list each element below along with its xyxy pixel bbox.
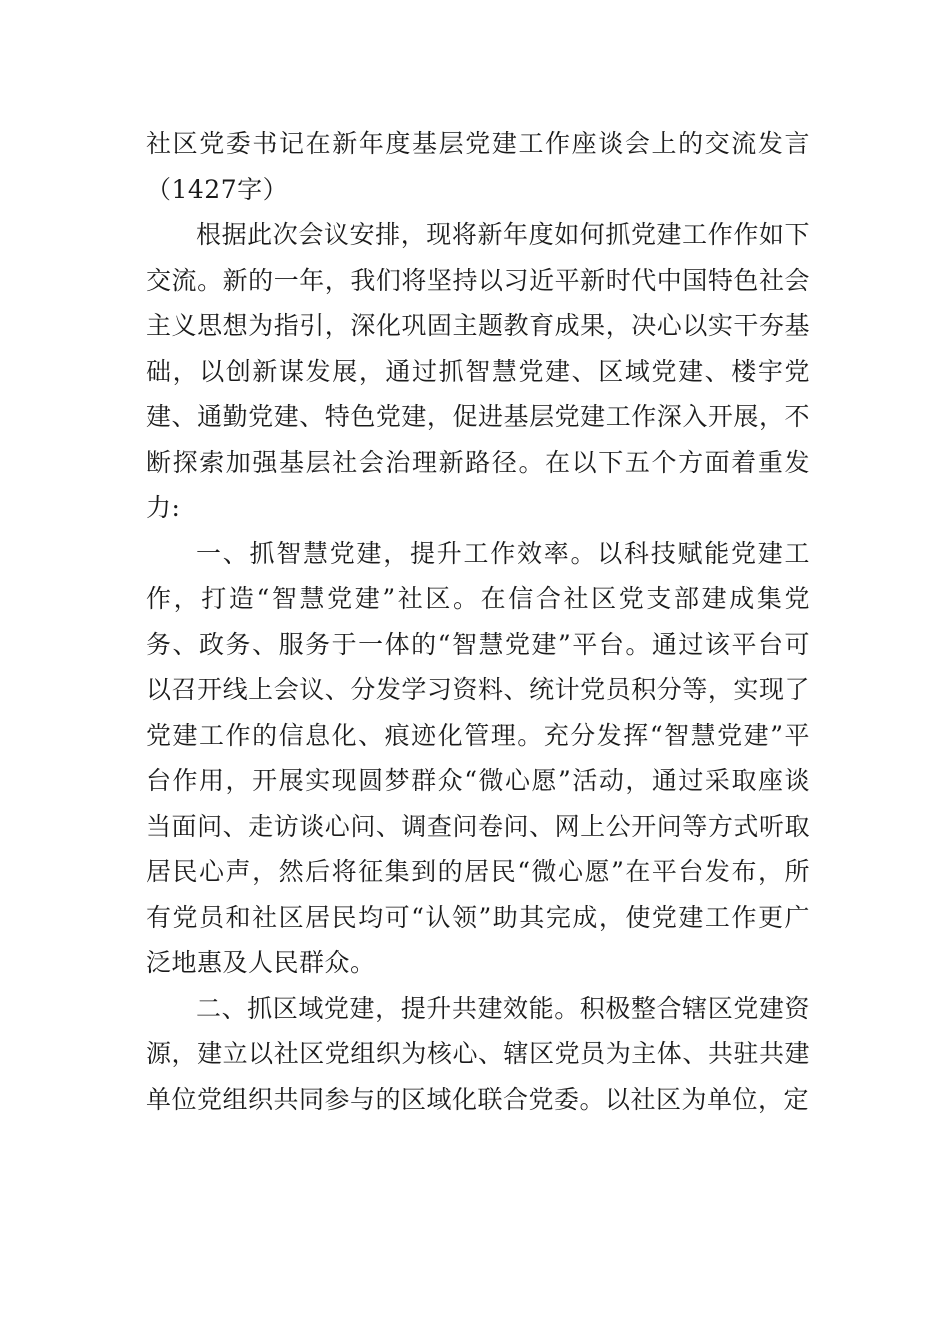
document-body xyxy=(146,121,810,1122)
paragraph-regional-party-building: 二、抓区域党建，提升共建效能。积极整合辖区党建资源，建立以社区党组织为核心、辖区党员为主体、共驻共建单位党组织共同参与的区域化联合党委。以社区为单位，定 xyxy=(146,993,810,1114)
paragraph-smart-party-building: 一、抓智慧党建，提升工作效率。以科技赋能党建工作，打造“智慧党建”社区。在信合社区党支部建成集党务、政务、服务于一体的“智慧党建”平台。通过该平台可以召开线上会议、分发学习资料、统计党员积分等，实现了党建工作的信息化、痕迹化管理。充分发挥“智慧党建”平台作用，开展实现圆梦群众“微心愿”活动，通过采取座谈当面问、走访谈心问、调查问卷问、网上公开问等方式听取居民心声，然后将征集到的居民“微心愿”在平台发布，所有党员和社区居民均可“认领”助其完成，使党建工作更广泛地惠及人民群众。 xyxy=(146,538,810,977)
document-title: 社区党委书记在新年度基层党建工作座谈会上的交流发言（1427字） xyxy=(146,129,810,204)
paragraph-intro: 根据此次会议安排，现将新年度如何抓党建工作作如下交流。新的一年，我们将坚持以习近平新时代中国特色社会主义思想为指引，深化巩固主题教育成果，决心以实干夯基础，以创新谋发展，通过抓智慧党建、区域党建、楼宇党建、通勤党建、特色党建，促进基层党建工作深入开展，不断探索加强基层社会治理新路径。在以下五个方面着重发力: xyxy=(146,220,810,522)
